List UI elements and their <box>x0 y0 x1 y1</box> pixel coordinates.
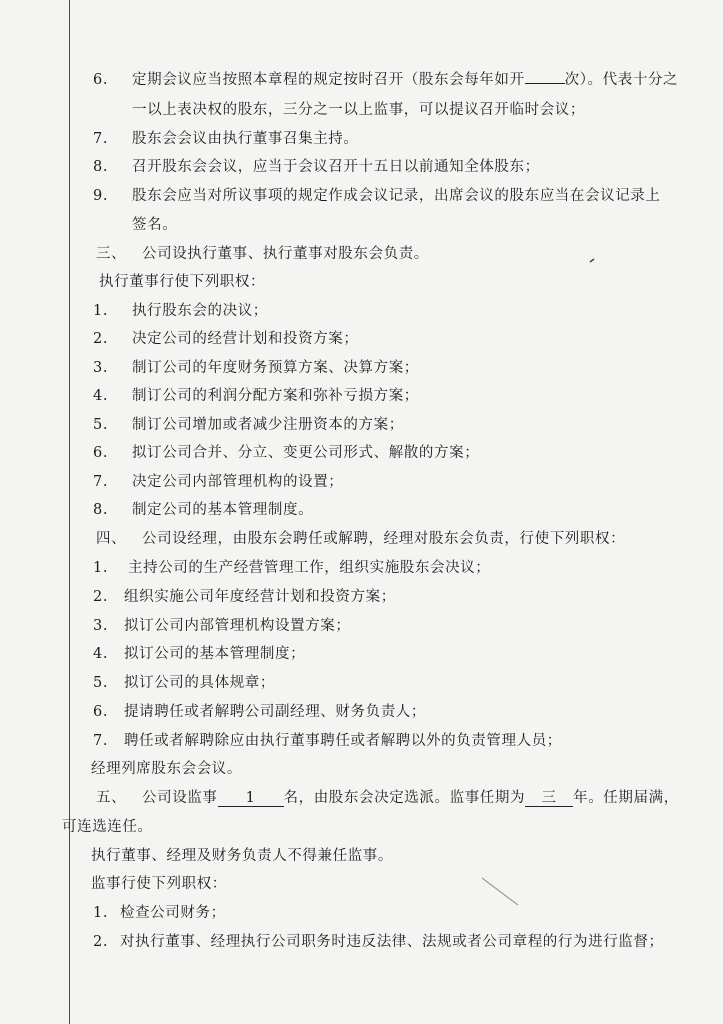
paragraph-text: 执行董事、经理及财务负责人不得兼任监事。 <box>91 848 393 864</box>
section-text: 公司设经理，由股东会聘任或解聘，经理对股东会负责，行使下列职权： <box>142 531 626 547</box>
item-text: 股东会会议由执行董事召集主持。 <box>132 131 359 147</box>
section-text <box>142 788 679 808</box>
item-number: 5. <box>93 675 109 691</box>
item-text: 拟订公司的基本管理制度； <box>124 646 306 662</box>
fill-in-blank <box>525 83 565 84</box>
item-text: 制订公司增加或者减少注册资本的方案； <box>132 417 404 433</box>
item-number: 8. <box>93 159 109 175</box>
item-number: 6. <box>93 72 109 88</box>
item-text-part: 次）。代表十分之 <box>564 72 679 88</box>
paragraph-text: 经理列席股东会会议。 <box>91 761 242 777</box>
item-number: 2. <box>93 331 109 347</box>
item-text: 决定公司的经营计划和投资方案； <box>132 331 359 347</box>
section-text-part: 名，由股东会决定选派。监事任期为 <box>283 790 526 806</box>
item-number: 8. <box>93 502 109 518</box>
item-text: 拟订公司内部管理机构设置方案； <box>124 618 351 634</box>
item-text: 制订公司的利润分配方案和弥补亏损方案； <box>132 388 419 404</box>
binding-margin-line <box>69 0 70 1024</box>
section-number: 五、 <box>96 790 127 806</box>
item-text <box>132 70 678 90</box>
section-number: 四、 <box>96 531 127 547</box>
item-text-continued: 一以上表决权的股东，三分之一以上监事，可以提议召开临时会议； <box>132 102 585 118</box>
paragraph-text: 执行董事行使下列职权： <box>99 274 266 290</box>
item-number: 1. <box>93 560 109 576</box>
item-number: 4. <box>93 646 109 662</box>
item-number: 7. <box>93 131 109 147</box>
item-number: 7. <box>93 474 109 490</box>
item-text: 制订公司的年度财务预算方案、决算方案； <box>132 360 419 376</box>
section-number: 三、 <box>96 246 127 262</box>
fill-in-blank: 三 <box>525 790 573 807</box>
item-text: 检查公司财务； <box>120 905 226 921</box>
paragraph-text: 监事行使下列职权： <box>91 876 227 892</box>
item-number: 4. <box>93 388 109 404</box>
fill-in-blank: 1 <box>218 790 284 807</box>
item-text: 提请聘任或者解聘公司副经理、财务负责人； <box>124 704 426 720</box>
item-text: 拟订公司合并、分立、变更公司形式、解散的方案； <box>132 445 480 461</box>
item-text-continued: 签名。 <box>132 217 178 233</box>
item-text-part: 定期会议应当按照本章程的规定按时召开（股东会每年如开 <box>132 72 525 88</box>
item-text: 决定公司内部管理机构的设置； <box>132 474 344 490</box>
item-number: 1. <box>93 303 109 319</box>
item-text: 拟订公司的具体规章； <box>124 675 275 691</box>
item-number: 3. <box>93 618 109 634</box>
item-number: 5. <box>93 417 109 433</box>
item-number: 7. <box>93 733 109 749</box>
item-text: 主持公司的生产经营管理工作，组织实施股东会决议； <box>128 560 491 576</box>
section-text-part: 年。任期届满， <box>573 790 679 806</box>
item-text: 执行股东会的决议； <box>132 303 268 319</box>
section-text-part: 公司设监事 <box>142 790 218 806</box>
item-text: 对执行董事、经理执行公司职务时违反法律、法规或者公司章程的行为进行监督； <box>120 934 664 950</box>
item-number: 1. <box>93 905 109 921</box>
item-text: 制定公司的基本管理制度。 <box>132 502 314 518</box>
item-number: 2. <box>93 589 109 605</box>
item-number: 9. <box>93 188 109 204</box>
item-number: 2. <box>93 934 109 950</box>
item-number: 6. <box>93 704 109 720</box>
item-text: 组织实施公司年度经营计划和投资方案； <box>124 589 396 605</box>
item-number: 6. <box>93 445 109 461</box>
section-text: 公司设执行董事、执行董事对股东会负责。 <box>142 246 429 262</box>
item-number: 3. <box>93 360 109 376</box>
item-text: 股东会应当对所议事项的规定作成会议记录，出席会议的股东应当在会议记录上 <box>132 188 661 204</box>
item-text: 聘任或者解聘除应由执行董事聘任或者解聘以外的负责管理人员； <box>124 733 562 749</box>
item-text: 召开股东会会议，应当于会议召开十五日以前通知全体股东； <box>132 159 540 175</box>
paragraph-text: 可连选连任。 <box>62 819 153 835</box>
